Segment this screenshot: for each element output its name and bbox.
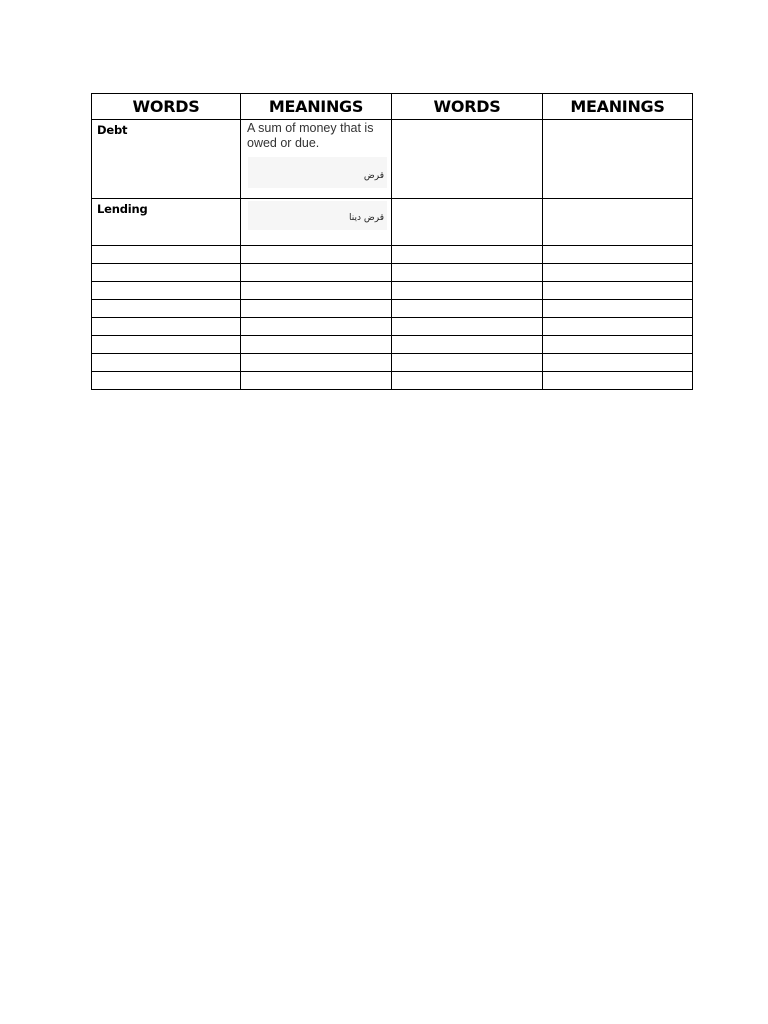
translation-box [248,157,387,188]
meaning-cell[interactable] [543,336,693,354]
word-cell[interactable] [92,282,241,300]
meaning-text: A sum of money that is owed or due. [247,121,374,150]
meaning-cell[interactable] [241,372,392,390]
word-cell[interactable] [392,199,543,246]
meaning-cell[interactable] [241,336,392,354]
meaning-cell[interactable] [241,120,392,199]
table-row [92,372,693,390]
table-row [92,354,693,372]
meaning-cell[interactable] [543,372,693,390]
translation-text: قرض دينا [349,213,384,223]
table-row [92,199,693,246]
meaning-cell[interactable] [241,246,392,264]
word-cell[interactable] [392,300,543,318]
word-cell[interactable] [92,264,241,282]
translation-box [248,201,387,230]
meaning-cell[interactable] [543,354,693,372]
meaning-cell[interactable] [241,318,392,336]
meaning-cell[interactable] [543,120,693,199]
meaning-cell[interactable] [241,354,392,372]
translation-text: قرض [363,171,384,181]
meaning-cell[interactable] [241,264,392,282]
header-row [92,94,693,120]
meaning-cell[interactable] [543,264,693,282]
meaning-cell[interactable] [241,300,392,318]
word-cell[interactable] [392,264,543,282]
word-cell[interactable] [92,318,241,336]
word-cell[interactable] [92,120,241,199]
header-meanings-2: MEANINGS [543,94,693,120]
header-meanings-1: MEANINGS [241,94,392,120]
header-words-2: WORDS [392,94,543,120]
table-row [92,336,693,354]
table-row [92,318,693,336]
meaning-cell[interactable] [241,199,392,246]
word-cell[interactable] [392,336,543,354]
word-cell[interactable] [92,199,241,246]
word-cell[interactable] [92,336,241,354]
word-cell[interactable] [392,246,543,264]
word-cell[interactable] [92,354,241,372]
meaning-cell[interactable] [543,282,693,300]
meaning-cell[interactable] [543,300,693,318]
word-cell[interactable] [92,246,241,264]
meaning-cell[interactable] [543,318,693,336]
table-row [92,246,693,264]
meaning-cell[interactable] [241,282,392,300]
word-cell[interactable] [92,300,241,318]
meaning-cell[interactable] [543,246,693,264]
word-text: Lending [97,202,148,216]
word-text: Debt [97,123,128,137]
table-row [92,264,693,282]
word-cell[interactable] [392,318,543,336]
word-cell[interactable] [392,354,543,372]
header-words-1: WORDS [92,94,241,120]
table-row [92,120,693,199]
vocabulary-table [91,93,693,390]
word-cell[interactable] [392,372,543,390]
word-cell[interactable] [92,372,241,390]
word-cell[interactable] [392,120,543,199]
table-row [92,300,693,318]
word-cell[interactable] [392,282,543,300]
table-row [92,282,693,300]
meaning-cell[interactable] [543,199,693,246]
